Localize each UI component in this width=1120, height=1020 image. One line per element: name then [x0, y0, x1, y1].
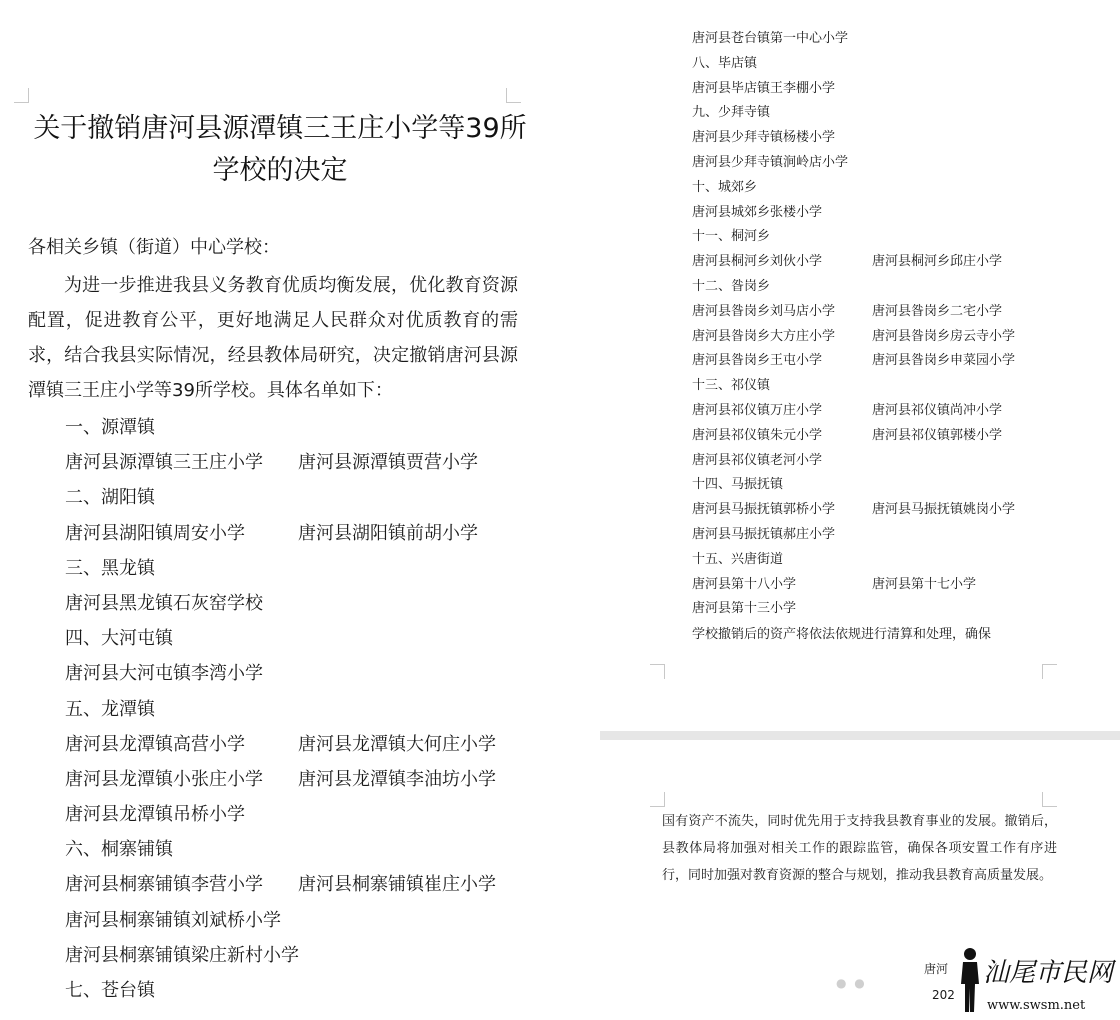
- list-entry: 唐河县少拜寺镇杨楼小学: [692, 130, 836, 146]
- list-entry: 七、苍台镇: [65, 980, 155, 1001]
- list-entry: 唐河县桐河乡刘伙小学: [692, 254, 823, 270]
- list-entry: 十、城郊乡: [692, 179, 758, 195]
- list-row: [65, 832, 545, 867]
- list-row: [692, 176, 1092, 201]
- list-row: [692, 498, 1092, 523]
- list-entry: 唐河县马振抚镇姚岗小学: [872, 502, 1016, 518]
- list-entry: 唐河县第十八小学: [692, 576, 797, 592]
- watermark: [955, 944, 1120, 1020]
- right-page-top: [600, 0, 1120, 730]
- list-row: [692, 101, 1092, 126]
- list-row: [692, 473, 1092, 498]
- list-entry: 唐河县龙潭镇小张庄小学: [65, 768, 263, 790]
- corner-mark: [650, 792, 665, 807]
- list-row: [692, 225, 1092, 250]
- list-entry: 唐河县城郊乡张楼小学: [692, 204, 823, 220]
- list-row: [65, 867, 545, 902]
- list-entry: 唐河县昝岗乡大方庄小学: [692, 328, 836, 344]
- list-entry: 唐河县桐寨铺镇刘斌桥小学: [65, 909, 281, 931]
- list-entry: 唐河县昝岗乡王屯小学: [692, 353, 823, 369]
- corner-mark: [650, 664, 665, 679]
- list-row: [692, 27, 1092, 52]
- watermark-site-name: 汕尾市民网: [983, 958, 1114, 988]
- list-row: [692, 374, 1092, 399]
- list-entry: 十一、桐河乡: [692, 229, 771, 245]
- list-row: [692, 250, 1092, 275]
- list-row: [65, 445, 545, 480]
- list-row: [65, 692, 545, 727]
- list-row: [692, 151, 1092, 176]
- list-entry: 唐河县桐寨铺镇梁庄新村小学: [65, 944, 299, 966]
- list-entry: 六、桐寨铺镇: [65, 839, 173, 861]
- list-entry: 八、毕店镇: [692, 55, 758, 71]
- list-row: [65, 410, 545, 445]
- list-row: [692, 597, 1092, 622]
- list-entry: 唐河县第十三小学: [692, 601, 797, 617]
- list-row: [692, 523, 1092, 548]
- list-entry: 九、少拜寺镇: [692, 105, 771, 121]
- list-entry: 唐河县苍台镇第一中心小学: [692, 31, 849, 46]
- list-entry: 十二、昝岗乡: [692, 278, 771, 294]
- document-title: [0, 108, 560, 192]
- signature-date: 202: [932, 988, 955, 1002]
- list-row: [65, 762, 545, 797]
- list-entry: 唐河县龙潭镇李油坊小学: [298, 768, 496, 790]
- list-entry: 唐河县湖阳镇周安小学: [65, 522, 245, 544]
- title-line-1: 关于撤销唐河县源潭镇三王庄小学等39所: [33, 113, 527, 144]
- list-row: [65, 551, 545, 586]
- list-entry: 十三、祁仪镇: [692, 378, 771, 394]
- corner-mark: [1042, 664, 1057, 679]
- corner-mark: [14, 88, 29, 103]
- list-entry: 唐河县马振抚镇郝庄小学: [692, 526, 836, 542]
- corner-mark: [506, 88, 521, 103]
- list-entry: 唐河县源潭镇贾营小学: [298, 452, 478, 474]
- list-row: [65, 797, 545, 832]
- list-row: [692, 300, 1092, 325]
- list-entry: 唐河县黑龙镇石灰窑学校: [65, 592, 263, 614]
- list-row: [692, 548, 1092, 573]
- list-entry: 十五、兴唐街道: [692, 551, 784, 567]
- list-entry: 唐河县少拜寺镇涧岭店小学: [692, 154, 849, 170]
- list-entry: 唐河县湖阳镇前胡小学: [298, 522, 478, 544]
- list-entry: 唐河县祁仪镇万庄小学: [692, 402, 823, 418]
- list-entry: 四、大河屯镇: [65, 628, 173, 650]
- page-separator: [600, 731, 1120, 740]
- list-entry: 唐河县祁仪镇尚冲小学: [872, 402, 1003, 418]
- list-entry: 唐河县桐寨铺镇崔庄小学: [298, 874, 496, 896]
- list-row: [65, 621, 545, 656]
- list-entry: 唐河县祁仪镇老河小学: [692, 452, 823, 468]
- list-row: [692, 126, 1092, 151]
- list-entry: 唐河县龙潭镇大何庄小学: [298, 733, 496, 755]
- dots-icon: ● ●: [836, 976, 867, 990]
- list-row: [692, 349, 1092, 374]
- school-list-left: [65, 410, 545, 1008]
- watermark-url: www.swsm.net: [987, 998, 1086, 1013]
- closing-text: 学校撤销后的资产将依法依规进行清算和处理，确保: [692, 627, 992, 642]
- list-row: [692, 201, 1092, 226]
- list-entry: 唐河县祁仪镇郭楼小学: [872, 427, 1003, 443]
- list-row: [692, 275, 1092, 300]
- list-row: [692, 399, 1092, 424]
- bottom-paragraph: 国有资产不流失，同时优先用于支持我县教育事业的发展。撤销后，县教体局将加强对相关工作的跟踪监管，确保各项安置工作有序进行，同时加强对教育资源的整合与规划，推动我县教育高质量发展。: [662, 814, 1057, 883]
- list-row: [65, 938, 545, 973]
- list-row: [692, 325, 1092, 350]
- list-entry: 唐河县第十七小学: [872, 576, 977, 592]
- list-entry: 唐河县龙潭镇吊桥小学: [65, 804, 245, 826]
- list-row: [65, 656, 545, 691]
- salutation: 各相关乡镇（街道）中心学校：: [28, 237, 280, 258]
- signature-org: 唐河: [924, 962, 949, 976]
- list-entry: 唐河县毕店镇王李棚小学: [692, 80, 836, 96]
- list-row: [65, 973, 545, 1008]
- list-entry: 唐河县昝岗乡刘马店小学: [692, 303, 836, 319]
- list-row: [65, 903, 545, 938]
- list-entry: 一、源潭镇: [65, 417, 155, 438]
- list-entry: 唐河县昝岗乡申菜园小学: [872, 353, 1016, 369]
- list-entry: 唐河县昝岗乡二宅小学: [872, 303, 1003, 319]
- list-row: [692, 573, 1092, 598]
- list-entry: 五、龙潭镇: [65, 698, 155, 720]
- list-row: [692, 52, 1092, 77]
- list-entry: 唐河县马振抚镇郭桥小学: [692, 502, 836, 518]
- list-row: [692, 77, 1092, 102]
- list-entry: 唐河县源潭镇三王庄小学: [65, 452, 263, 474]
- intro-paragraph: 为进一步推进我县义务教育优质均衡发展，优化教育资源配置，促进教育公平，更好地满足人民群众对优质教育的需求，结合我县实际情况，经县教体局研究，决定撤销唐河县源潭镇三王庄小学等39所学校。具体名单如下：: [28, 275, 518, 401]
- list-entry: 唐河县桐河乡邱庄小学: [872, 254, 1003, 270]
- silhouette-figure-icon: [955, 946, 985, 1016]
- list-entry: 唐河县祁仪镇朱元小学: [692, 427, 823, 443]
- list-row: [65, 480, 545, 515]
- list-row: [65, 516, 545, 551]
- list-entry: 二、湖阳镇: [65, 487, 155, 509]
- list-entry: 唐河县大河屯镇李湾小学: [65, 663, 263, 685]
- title-line-2: 学校的决定: [212, 155, 348, 186]
- list-entry: 十四、马振抚镇: [692, 477, 784, 493]
- corner-mark: [1042, 792, 1057, 807]
- list-entry: 唐河县龙潭镇高营小学: [65, 733, 245, 755]
- list-entry: 三、黑龙镇: [65, 557, 155, 579]
- list-entry: 唐河县桐寨铺镇李营小学: [65, 874, 263, 896]
- list-row: [65, 586, 545, 621]
- list-row: [65, 727, 545, 762]
- list-row: [692, 449, 1092, 474]
- school-list-right: [692, 27, 1092, 622]
- list-row: [692, 424, 1092, 449]
- list-entry: 唐河县昝岗乡房云寺小学: [872, 328, 1016, 344]
